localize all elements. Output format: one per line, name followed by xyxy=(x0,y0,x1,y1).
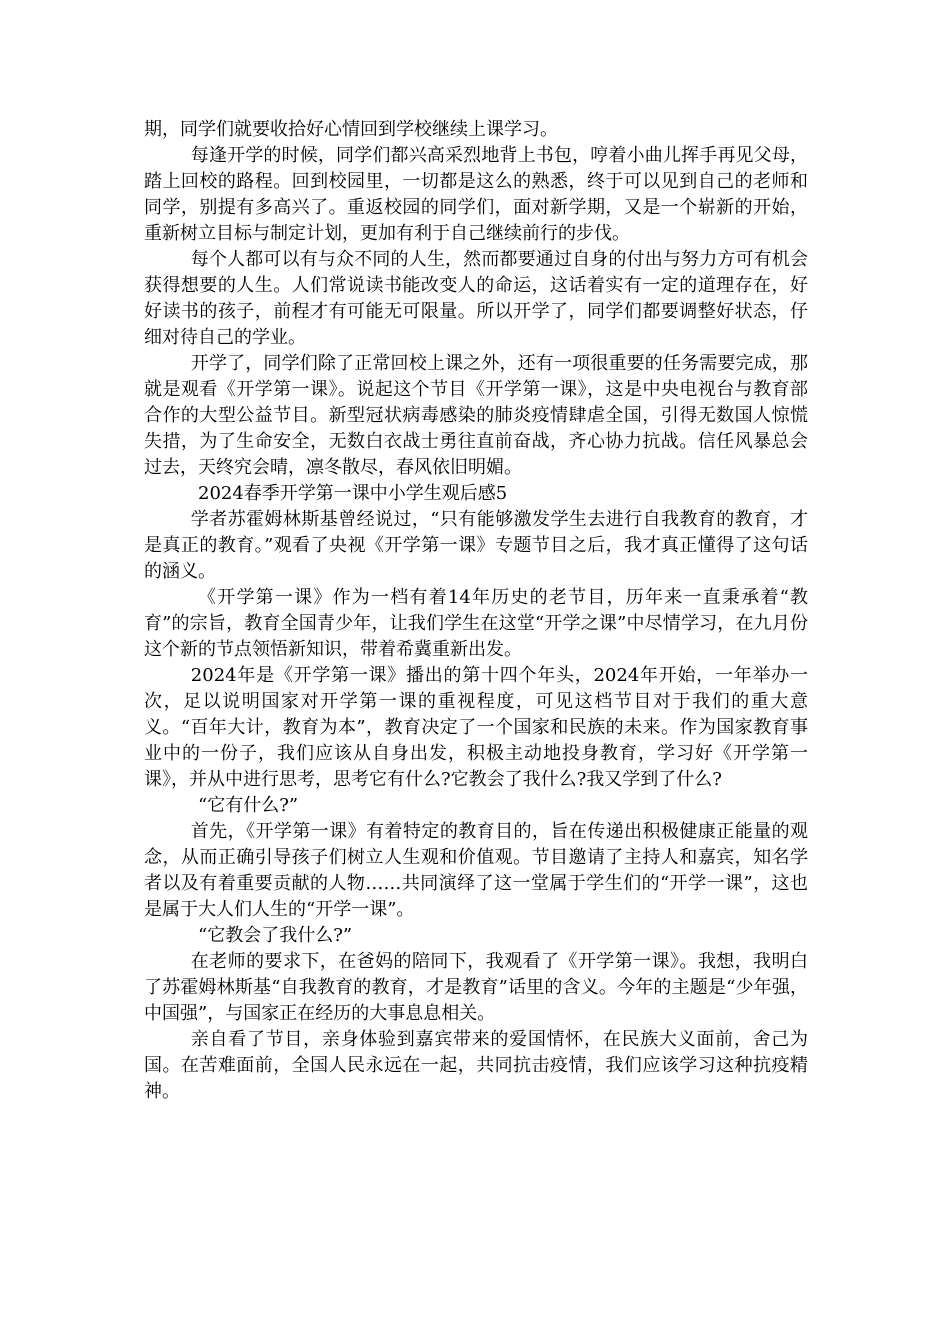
question-what-it-taught: “它教会了我什么?” xyxy=(198,925,353,946)
paragraph-scholar-quote: 学者苏霍姆林斯基曾经说过，“只有能够激发学生去进行自我教育的教育，才是真正的教育。”观看了央视《开学第一课》专题节目之后，我才真正懂得了这句话的涵义。 xyxy=(144,509,808,582)
paragraph-patriotism: 亲自看了节目，亲身体验到嘉宾带来的爱国情怀，在民族大义面前，舍己为国。在苦难面前，全国人民永远在一起，共同抗击疫情，我们应该学习这种抗疫精神。 xyxy=(144,1029,808,1102)
paragraph-fourteenth-year: 2024年是《开学第一课》播出的第十四个年头，2024年开始，一年举办一次，足以说明国家对开学第一课的重视程度，可见这档节目对于我们的重大意义。“百年大计，教育为本”，教育决定了一个国家和民族的未来。作为国家教育事业中的一份子，我们应该从自身出发，积极主动地投身教育，学习好《开学第一课》，并从中进行思考，思考它有什么?它教会了我什么?我又学到了什么? xyxy=(144,665,808,790)
paragraph-different-life: 每个人都可以有与众不同的人生，然而都要通过自身的付出与努力方可有机会获得想要的人生。人们常说读书能改变人的命运，这话着实有一定的道理存在，好好读书的孩子，前程才有可能无可限量。所以开学了，同学们都要调整好状态，仔细对待自己的学业。 xyxy=(144,249,808,348)
paragraph-continuation: 期，同学们就要收拾好心情回到学校继续上课学习。 xyxy=(144,119,558,140)
document-body xyxy=(144,117,808,1105)
question-what-it-has: “它有什么?” xyxy=(198,795,299,816)
paragraph-program-history: 《开学第一课》作为一档有着14年历史的老节目，历年来一直秉承着“教育”的宗旨，教育全国青少年，让我们学生在这堂“开学之课”中尽情学习，在九月份这个新的节点领悟新知识，带着希冀重新出发。 xyxy=(144,587,808,660)
section-heading: 2024春季开学第一课中小学生观后感5 xyxy=(198,483,508,504)
paragraph-teacher-request: 在老师的要求下，在爸妈的陪同下，我观看了《开学第一课》。我想，我明白了苏霍姆林斯基“自我教育的教育，才是教育”话里的含义。今年的主题是“少年强，中国强”，与国家正在经历的大事息息相关。 xyxy=(144,951,808,1024)
paragraph-first-purpose: 首先，《开学第一课》有着特定的教育目的，旨在传递出积极健康正能量的观念，从而正确引导孩子们树立人生观和价值观。节目邀请了主持人和嘉宾，知名学者以及有着重要贡献的人物……共同演绎了这一堂属于学生们的“开学一课”，这也是属于大人们人生的“开学一课”。 xyxy=(144,821,808,920)
paragraph-watch-program: 开学了，同学们除了正常回校上课之外，还有一项很重要的任务需要完成，那就是观看《开学第一课》。说起这个节目《开学第一课》，这是中央电视台与教育部合作的大型公益节目。新型冠状病毒感染的肺炎疫情肆虐全国，引得无数国人惊慌失措，为了生命安全，无数白衣战士勇往直前奋战，齐心协力抗战。信任风暴总会过去，天终究会晴，凛冬散尽，春风依旧明媚。 xyxy=(144,353,808,478)
paragraph-school-start: 每逢开学的时候，同学们都兴高采烈地背上书包，哼着小曲儿挥手再见父母，踏上回校的路程。回到校园里，一切都是这么的熟悉，终于可以见到自己的老师和同学，别提有多高兴了。重返校园的同学们，面对新学期，又是一个崭新的开始，重新树立目标与制定计划，更加有利于自己继续前行的步伐。 xyxy=(144,145,808,244)
